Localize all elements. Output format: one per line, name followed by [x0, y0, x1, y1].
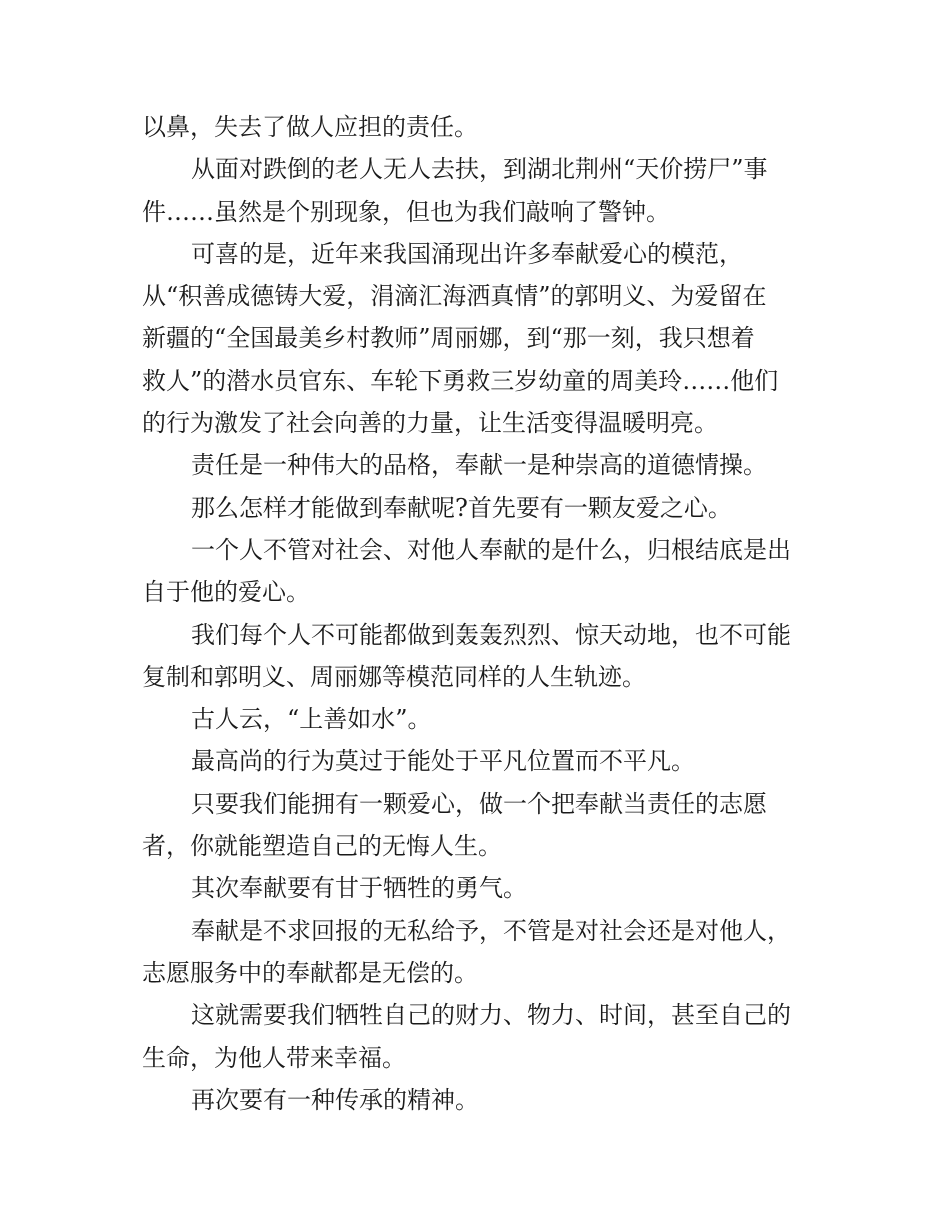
text-line: 那么怎样才能做到奉献呢?首先要有一颗友爱之心。 — [191, 493, 732, 522]
text-line: 最高尚的行为莫过于能处于平凡位置而不平凡。 — [191, 747, 695, 776]
text-line: 新疆的“全国最美乡村教师”周丽娜，到“那一刻，我只想着 — [142, 324, 755, 353]
text-line: 其次奉献要有甘于牺牲的勇气。 — [191, 874, 527, 903]
text-line: 从“积善成德铸大爱，涓滴汇海洒真情”的郭明义、为爱留在 — [142, 282, 767, 311]
text-line: 生命，为他人带来幸福。 — [142, 1043, 406, 1072]
text-line: 救人”的潜水员官东、车轮下勇救三岁幼童的周美玲……他们 — [142, 366, 779, 395]
text-line: 可喜的是，近年来我国涌现出许多奉献爱心的模范， — [191, 239, 743, 268]
text-line: 这就需要我们牺牲自己的财力、物力、时间，甚至自己的 — [191, 1001, 791, 1030]
text-line: 自于他的爱心。 — [142, 578, 310, 607]
text-line: 以鼻，失去了做人应担的责任。 — [142, 113, 478, 141]
text-line: 从面对跌倒的老人无人去扶，到湖北荆州“天价捞尸”事 — [191, 155, 768, 184]
text-line: 复制和郭明义、周丽娜等模范同样的人生轨迹。 — [142, 662, 646, 691]
document-body — [142, 106, 812, 1121]
text-line: 的行为激发了社会向善的力量，让生活变得温暖明亮。 — [142, 409, 718, 438]
text-line: 一个人不管对社会、对他人奉献的是什么，归根结底是出 — [191, 535, 791, 564]
text-line: 古人云，“上善如水”。 — [191, 705, 432, 734]
text-line: 再次要有一种传承的精神。 — [191, 1085, 479, 1114]
text-line: 志愿服务中的奉献都是无偿的。 — [142, 958, 478, 987]
text-line: 奉献是不求回报的无私给予，不管是对社会还是对他人， — [191, 916, 791, 945]
text-line: 责任是一种伟大的品格，奉献一是种崇高的道德情操。 — [191, 451, 767, 480]
text-line: 者，你就能塑造自己的无悔人生。 — [142, 832, 502, 861]
text-line: 只要我们能拥有一颗爱心，做一个把奉献当责任的志愿 — [191, 789, 767, 818]
text-line: 件……虽然是个别现象，但也为我们敲响了警钟。 — [142, 197, 670, 226]
text-line: 我们每个人不可能都做到轰轰烈烈、惊天动地，也不可能 — [191, 620, 791, 649]
